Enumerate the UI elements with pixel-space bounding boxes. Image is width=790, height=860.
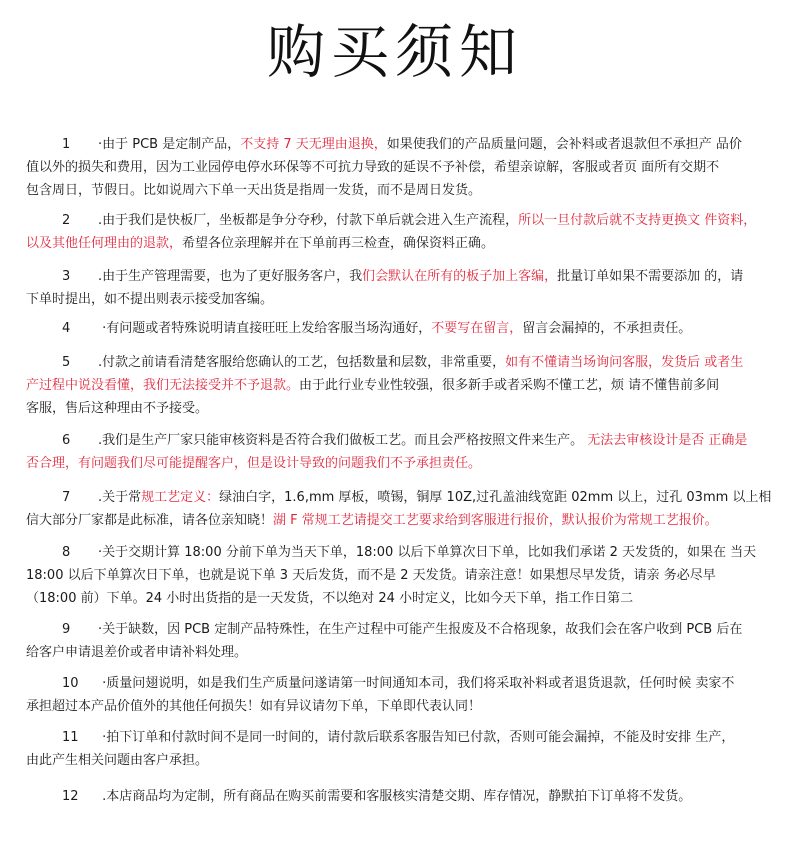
notice-line [26, 232, 766, 255]
notice-text: .关于常 [98, 490, 142, 505]
notice-text: ·由于 PCB 是定制产品， [98, 137, 241, 152]
notice-line [26, 156, 766, 179]
notice-line [26, 179, 766, 202]
notice-line [26, 429, 766, 452]
notice-number: 8 [62, 545, 71, 560]
notice-number: 9 [62, 622, 71, 637]
notice-line [26, 564, 766, 587]
notice-number: 11 [62, 730, 79, 745]
notice-line [26, 133, 766, 156]
highlight-text: 如有不懂请当场询问客服，发货后 或者生 [505, 355, 744, 370]
highlight-text: 所以一旦付款后就不支持更换文 件资料， [518, 213, 757, 228]
notice-text: 客服，售后这种理由不予接受。 [26, 401, 209, 416]
notice-line [26, 317, 766, 340]
notice-line [26, 641, 766, 664]
notice-text: .本店商品均为定制，所有商品在购买前需要和客服核实清楚交期、库存情况，静默拍下订单将不发货。 [98, 789, 692, 804]
notice-text: 值以外的损失和费用，因为工业园停电停水环保等不可抗力导致的延误不予补偿，希望亲谅解，客服或者页 面所有交期不 [26, 160, 720, 175]
notice-number: 3 [62, 269, 71, 284]
notice-line [26, 672, 766, 695]
notice-item-3 [26, 265, 766, 311]
notice-text: ·质量问翅说明，如是我们生产质量问遂请第一时间通知本司，我们将采取补料或者退货退款，任何时候 卖家不 [98, 676, 735, 691]
notice-text: .付款之前请看清楚客服给您确认的工艺，包括数量和层数，非常重要， [98, 355, 506, 370]
notice-text: .由于我们是快板厂，坐板都是争分夺秒，付款下单后就会进入生产流程， [98, 213, 519, 228]
notice-text: ·有问题或者特殊说明请直接旺旺上发给客服当场沟通好， [98, 321, 432, 336]
notice-text: 由此产生相关问题由客户承担。 [26, 753, 209, 768]
notice-text: .由于生产管理需要，也为了更好服务客户，我 [98, 269, 363, 284]
notice-item-1 [26, 133, 766, 202]
notice-text: 包含周日，节假日。比如说周六下单一天出货是指周一发货，而不是周日发货。 [26, 183, 482, 198]
notice-number: 7 [62, 490, 71, 505]
highlight-text: 不要写在留言， [431, 321, 523, 336]
notice-line [26, 618, 766, 641]
notice-text: 18:00 以后下单算次日下单，也就是说下单 3 天后发货，而不是 2 天发货。请亲注意！如果想尽早发货，请亲 务必尽早 [26, 568, 716, 583]
notice-text: ·关于交期计算 18:00 分前下单为当天下单，18:00 以后下单算次日下单，比如我们承诺 2 天发货的，如果在 当天 [98, 545, 757, 560]
notice-line [26, 374, 766, 397]
notice-line [26, 785, 766, 808]
notice-item-2 [26, 209, 766, 255]
highlight-text: 以及其他任何理由的退款， [26, 236, 183, 251]
notice-item-10 [26, 672, 766, 718]
notice-number: 1 [62, 137, 71, 152]
notice-line [26, 695, 766, 718]
notice-line [26, 397, 766, 420]
notice-item-7 [26, 486, 772, 532]
notice-number: 2 [62, 213, 71, 228]
notice-item-4 [26, 317, 766, 340]
notice-text: 信大部分厂家都是此标准，请各位亲知晓！ [26, 513, 274, 528]
notice-item-9 [26, 618, 766, 664]
notice-number: 6 [62, 433, 71, 448]
notice-number: 5 [62, 355, 71, 370]
highlight-text: 不支持 7 天无理由退换， [240, 137, 387, 152]
notice-line [26, 749, 766, 772]
notice-item-12 [26, 785, 766, 808]
notice-text: 如果使我们的产品质量问题，会补料或者退款但不承担产 品价 [386, 137, 742, 152]
highlight-text: 否合理，有问题我们尽可能提醒客户，但是设计导致的问题我们不予承担责任。 [26, 456, 482, 471]
notice-line [26, 452, 766, 475]
notice-text: ·关于缺数，因 PCB 定制产品特殊性，在生产过程中可能产生报废及不合格现象，故我们会在客户收到 PCB 后在 [98, 622, 743, 637]
notice-item-8 [26, 541, 766, 610]
notice-line [26, 509, 766, 532]
notice-text: （18:00 前）下单。24 小时出货指的是一天发货，不以绝对 24 小时定义，比如今天下单，指工作日第二 [26, 591, 634, 606]
notice-item-11 [26, 726, 766, 772]
notice-text: 希望各位亲理解并在下单前再三检查，确保资料正确。 [182, 236, 495, 251]
notice-line [26, 486, 772, 509]
notice-line [26, 265, 766, 288]
notice-text: 留言会漏掉的，不承担责任。 [522, 321, 692, 336]
notice-line [26, 351, 766, 374]
highlight-text: 湖 F 常规工艺请提交工艺要求给到客服进行报价，默认报价为常规工艺报价。 [273, 513, 718, 528]
notice-text: 给客户申请退差价或者申请补料处理。 [26, 645, 248, 660]
highlight-text: 产过程中说没看懂，我们无法接受并不予退款。 [26, 378, 300, 393]
notice-number: 4 [62, 321, 71, 336]
notice-text: 由于此行业专业性较强，很多新手或者采购不懂工艺，烦 请不懂售前多间 [299, 378, 720, 393]
notice-text: .我们是生产厂家只能审核资料是否符合我们做板工艺。而且会严格按照文件来生产。 [98, 433, 588, 448]
notice-text: 下单时提出，如不提出则表示接受加客编。 [26, 292, 274, 307]
notice-text: ·拍下订单和付款时间不是同一时间的，请付款后联系客服告知已付款，否则可能会漏掉，不能及时安排 生产， [98, 730, 735, 745]
notice-line [26, 288, 766, 311]
highlight-text: 无法去审核设计是否 正确是 [587, 433, 748, 448]
notice-line [26, 209, 766, 232]
notice-text: 批量订单如果不需要添加 的，请 [557, 269, 744, 284]
notice-item-5 [26, 351, 766, 420]
page-title: 购买须知 [266, 18, 523, 86]
notice-text: 绿油白字，1.6,mm 厚板，喷锡，铜厚 10Z,过孔盖油线宽距 02mm 以上，过孔 03mm 以上相 [219, 490, 772, 505]
highlight-text: 规工艺定义： [141, 490, 220, 505]
notice-line [26, 541, 766, 564]
highlight-text: 们会默认在所有的板子加上客编， [362, 269, 558, 284]
notice-number: 10 [62, 676, 79, 691]
notice-text: 承担超过本产品价值外的其他任何损失！如有异议请勿下单，下单即代表认同！ [26, 699, 482, 714]
notice-line [26, 726, 766, 749]
notice-line [26, 587, 766, 610]
notice-item-6 [26, 429, 766, 475]
notice-number: 12 [62, 789, 79, 804]
